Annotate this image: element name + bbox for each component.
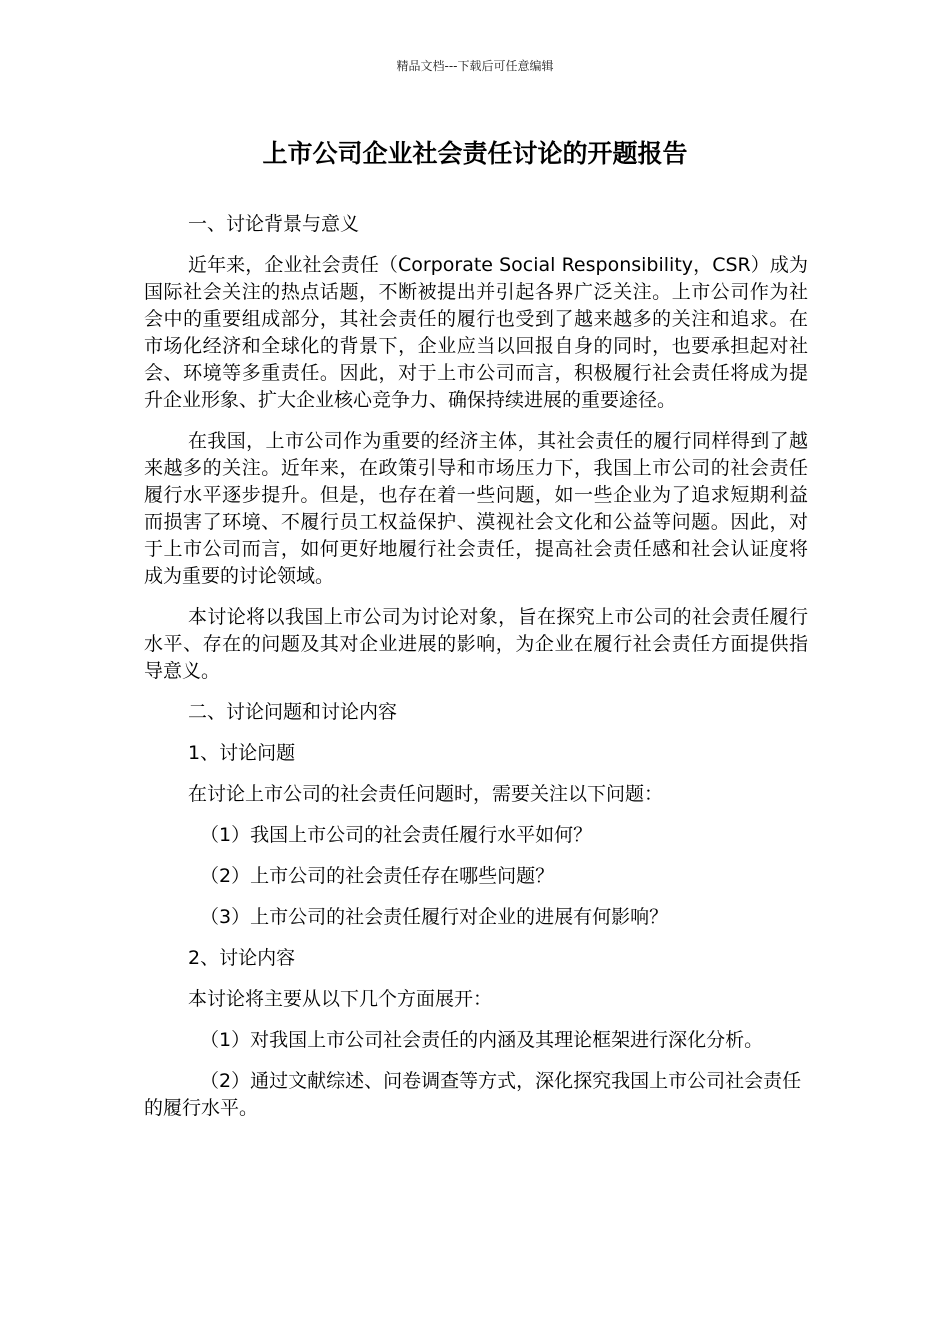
questions-intro: 在讨论上市公司的社会责任问题时，需要关注以下问题： [188,783,664,805]
section-heading-background: 一、讨论背景与意义 [188,213,360,235]
document-title: 上市公司企业社会责任讨论的开题报告 [262,139,688,168]
document-body [144,211,808,1136]
question-item-3: （3）上市公司的社会责任履行对企业的进展有何影响？ [200,906,669,928]
content-item-2: （2）通过文献综述、问卷调查等方式，深化探究我国上市公司社会责任的履行水平。 [144,1070,802,1119]
subheading-research-content: 2、讨论内容 [188,947,296,969]
paragraph-research-aim: 本讨论将以我国上市公司为讨论对象，旨在探究上市公司的社会责任履行水平、存在的问题及其对企业进展的影响，为企业在履行社会责任方面提供指导意义。 [144,606,808,682]
section-heading-questions-content: 二、讨论问题和讨论内容 [188,701,398,723]
question-item-2: （2）上市公司的社会责任存在哪些问题？ [200,865,555,887]
content-intro: 本讨论将主要从以下几个方面展开： [188,988,493,1010]
paragraph-china-context: 在我国，上市公司作为重要的经济主体，其社会责任的履行同样得到了越来越多的关注。近年来，在政策引导和市场压力下，我国上市公司的社会责任履行水平逐步提升。但是，也存在着一些问题，如一些企业为了追求短期利益而损害了环境、不履行员工权益保护、漠视社会文化和公益等问题。因此，对于上市公司而言，如何更好地履行社会责任，提高社会责任感和社会认证度将成为重要的讨论领域。 [144,430,808,587]
question-item-1: （1）我国上市公司的社会责任履行水平如何？ [200,824,593,846]
content-item-1: （1）对我国上市公司社会责任的内涵及其理论框架进行深化分析。 [200,1029,764,1051]
paragraph-csr-intro: 近年来，企业社会责任（Corporate Social Responsibility，CSR）成为国际社会关注的热点话题，不断被提出并引起各界广泛关注。上市公司作为社会中的重要组成部分，其社会责任的履行也受到了越来越多的关注和追求。在市场化经济和全球化的背景下，企业应当以回报自身的同时，也要承担起对社会、环境等多重责任。因此，对于上市公司而言，积极履行社会责任将成为提升企业形象、扩大企业核心竞争力、确保持续进展的重要途径。 [144,254,808,411]
subheading-research-questions: 1、讨论问题 [188,742,296,764]
page-header: 精品文档---下载后可任意编辑 [396,59,554,73]
